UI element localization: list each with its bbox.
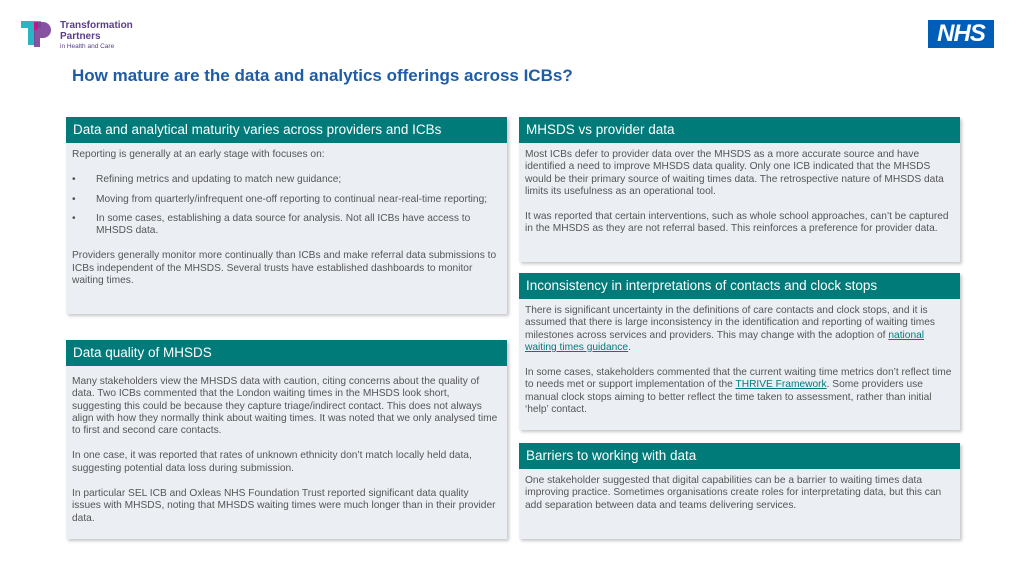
barriers-paragraph: One stakeholder suggested that digital capabilities can be a barrier to waiting times data improving practice. Sometimes organisations create roles for interpretating data, but this can add separation between data and teams delivering services. [525,475,942,511]
panel-mhsds-header: MHSDS vs provider data [519,117,960,143]
page-title: How mature are the data and analytics offerings across ICBs? [72,66,573,85]
inconsistency-text-end: . [628,341,631,353]
mhsds-paragraph: It was reported that certain interventions, such as whole school approaches, can’t be captured in the MHSDS as they are not referral based. This reinforces a preference for provider data. [525,211,949,235]
panel-mhsds-vs-provider [519,117,960,262]
maturity-bullet: • In some cases, establishing a data source for analysis. Not all ICBs have access to MHSDS data. [72,213,499,238]
panel-inconsistency [519,273,960,430]
national-waiting-times-guidance-link[interactable]: national waiting times guidance [525,329,925,353]
maturity-bullet: • Refining metrics and updating to match new guidance; [72,174,499,186]
maturity-bullet: • Moving from quarterly/infrequent one-off reporting to continual near-real-time reporting; [72,194,499,206]
maturity-intro: Reporting is generally at an early stage with focuses on: [72,149,325,160]
quality-paragraph: In particular SEL ICB and Oxleas NHS Foundation Trust reported significant data quality issues with MHSDS, noting that MHSDS waiting times were much longer than in their provider data. [72,488,496,524]
logo-line-1: Transformation [60,20,133,31]
panel-barriers-header: Barriers to working with data [519,443,960,469]
logo-line-3: in Health and Care [60,43,115,50]
tp-logo-mark-icon [20,18,56,48]
quality-paragraph: In one case, it was reported that rates of unknown ethnicity don’t match locally held data, suggesting potential data loss during submission. [72,450,472,474]
panel-maturity-header: Data and analytical maturity varies across providers and ICBs [66,117,507,143]
panel-data-quality-header: Data quality of MHSDS [66,340,507,366]
maturity-paragraph: Providers generally monitor more continually than ICBs and make referral data submissions to ICBs independent of the MHSDS. Several trusts have established dashboards to monitor waiting times. [72,250,497,287]
quality-paragraph: Many stakeholders view the MHSDS data with caution, citing concerns about the quality of data. Two ICBs commented that the London waiting times in the MHSDS look short, suggesting this could be because they capture triage/indirect contact. This does not always align with how they normally think about waiting times. It was noted that we only analysed time to first and second care contacts. [72,376,498,437]
logo-line-2: Partners [60,31,101,42]
panel-maturity [66,117,507,314]
maturity-bullet-list [72,174,499,237]
mhsds-paragraph: Most ICBs defer to provider data over the MHSDS as a more accurate source and have identified a need to improve MHSDS data quality. Only one ICB indicated that the MHSDS would be their primary source of waiting times data. The retrospective nature of MHSDS data limits its usefulness as an operational tool. [525,149,944,197]
thrive-framework-link[interactable]: THRIVE Framework [735,379,827,391]
panel-data-quality [66,340,507,539]
transformation-partners-logo [20,18,150,52]
inconsistency-paragraph-1 [525,305,952,354]
inconsistency-paragraph-2 [525,367,952,416]
nhs-logo: NHS [928,20,994,48]
inconsistency-text: In some cases, stakeholders commented that the current waiting time metrics don’t reflect time to needs met or support implementation of the [525,367,952,391]
panel-inconsistency-header: Inconsistency in interpretations of contacts and clock stops [519,273,960,299]
panel-barriers [519,443,960,539]
inconsistency-text: There is significant uncertainty in the definitions of care contacts and clock stops, and it is assumed that there is large inconsistency in the identification and reporting of waiting times milestones across services and providers. This may change with the adoption of [525,305,935,341]
inconsistency-text-end: . Some providers use manual clock stops aiming to better reflect the time taken to assessment, rather than initial ‘help’ contact. [525,379,932,416]
